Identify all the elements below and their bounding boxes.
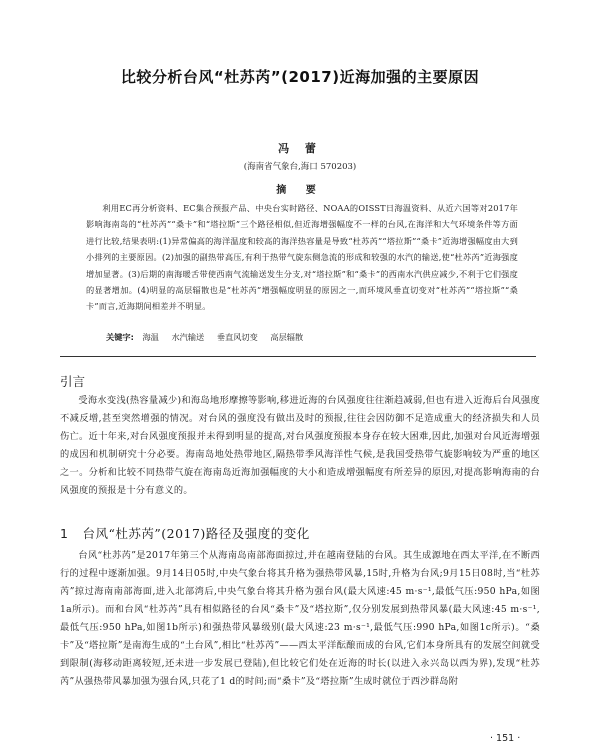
section-1-number: 1 [60, 526, 69, 541]
keyword: 水汽输送 [171, 332, 205, 342]
abstract-text: 利用EC再分析资料、EC集合预报产品、中央台实时路径、NOAA的OISST日海温资料、从近六国等对2017年影响海南岛的“杜苏芮”“桑卡”和“塔拉斯”三个路径相似,但近海增强幅度不一样的台风,在海洋和大气环境条件等方面进行比较,结果表明:(1)异常偏高的海洋温度和较高的海洋热容量是导致“杜苏芮”“塔拉斯”“桑卡”近海增强幅度由大到小排列的主要原因。(2)加强的副热带高压,有利于热带气旋东侧急流的形成和较强的水汽的输送,使“杜苏芮”近海强度增加显著。(3)后期的南海暖舌带使西南气流输送发生分支,对“塔拉斯”和“桑卡”的西南水汽供应减少,不利于它们强度的显著增加。(4)明显的高层辐散也是“杜苏芮”增强幅度明显的原因之一,而环境风垂直切变对“杜苏芮”“塔拉斯”“桑卡”而言,近海期间相差并不明显。 [86, 203, 518, 312]
section-1-title: 台风“杜苏芮”(2017)路径及强度的变化 [82, 526, 310, 541]
paper-title: 比较分析台风“杜苏芮”(2017)近海加强的主要原因 [120, 68, 480, 86]
author-affiliation: (海南省气象台,海口 570203) [243, 162, 357, 172]
page-number: · 151 · [490, 733, 521, 744]
section-1-paragraph: 台风“杜苏芮”是2017年第三个从海南岛南部海面掠过,并在越南登陆的台风。其生成源地在西太平洋,在不断西行的过程中逐渐加强。9月14日05时,中央气象台将其升格为强热带风暴,15时,升格为台风;9月15日08时,当“杜苏芮”掠过海南南部海面,进入北部湾后,中央气象台将其升格为强台风(最大风速:45 m·s⁻¹,最低气压:950 hPa,如图1a所示)。而和台风“杜苏芮”具有相似路径的台风“桑卡”及“塔拉斯”,仅分别发展到热带风暴(最大风速:45 m·s⁻¹,最低气压:950 hPa,如图1b所示)和强热带风暴级别(最大风速:23 m·s⁻¹,最低气压:990 hPa,如图1c所示)。“桑卡”及“塔拉斯”是南海生成的“土台风”,相比“杜苏芮”——西太平洋酝酿而成的台风,它们本身所具有的发展空间就受到限制(海移动距离较短,还未进一步发展已登陆),但比较它们处在近海的时长(以进入永兴岛以西为界),发现“杜苏芮”从强热带风暴加强为强台风,只花了1 d的时间;而“桑卡”及“塔拉斯”生成时就位于西沙群岛附 [60, 550, 540, 687]
author-name: 冯 蕾 [278, 142, 322, 155]
section-1-heading [60, 524, 310, 542]
keyword: 高层辐散 [270, 332, 304, 342]
intro-heading: 引言 [60, 374, 86, 389]
intro-paragraph: 受海水变浅(热容量减少)和海岛地形摩擦等影响,移进近海的台风强度往往渐趋减弱,但也有进入近海后台风强度不减反增,甚至突然增强的情况。对台风的强度没有做出及时的预报,往往会因防御不足造成重大的经济损失和人员伤亡。近十年来,对台风强度预报并未得到明显的提高,对台风强度预报本身存在较大困难,因此,加强对台风近海增强的成因和机制研究十分必要。海南岛地处热带地区,隔热带季风海洋性气候,是我国受热带气旋影响较为严重的地区之一。分析和比较不同热带气旋在海南岛近海加强幅度的大小和造成增强幅度有所差异的原因,对提高影响海南的台风强度的预报是十分有意义的。 [60, 395, 540, 496]
keywords-label: 关键字: [106, 332, 134, 342]
keywords [106, 332, 526, 343]
keyword: 海温 [142, 332, 159, 342]
keyword: 垂直风切变 [216, 332, 258, 342]
section-divider [60, 356, 536, 357]
abstract-heading: 摘 要 [276, 185, 324, 196]
